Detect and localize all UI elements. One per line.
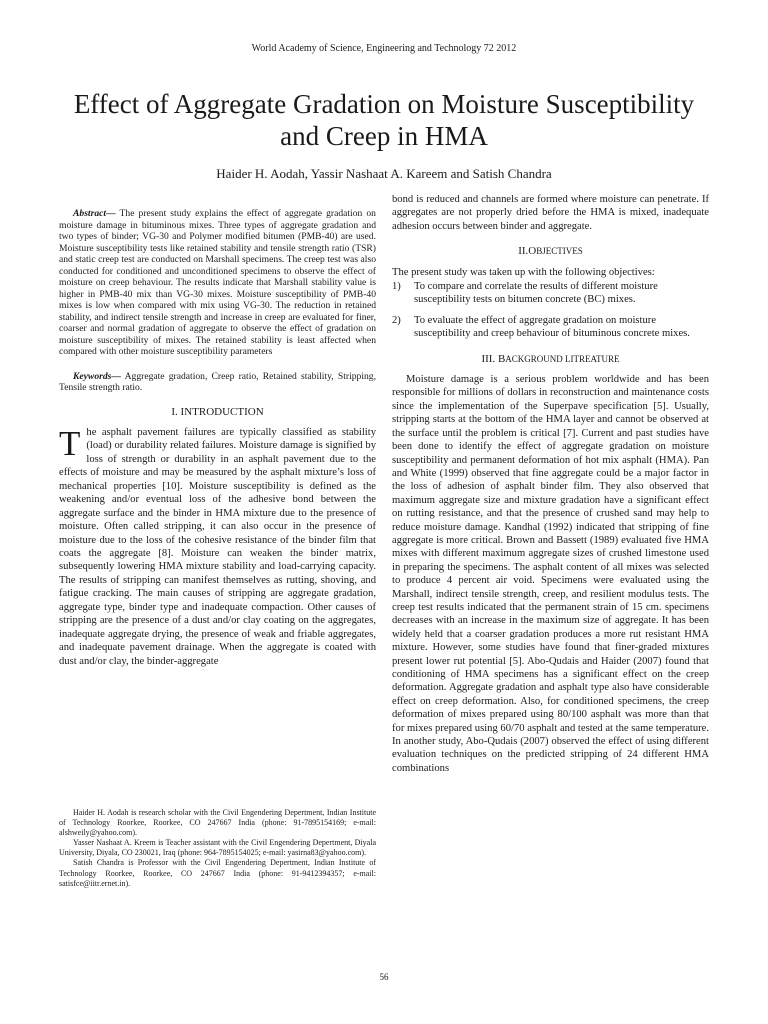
running-header: World Academy of Science, Engineering and Technology 72 2012: [251, 43, 517, 54]
section-heading-objectives: [392, 245, 709, 258]
author-footnotes: [59, 808, 376, 889]
continuation-paragraph: bond is reduced and channels are formed where moisture can penetrate. If aggregates are not properly dried before the HMA is mixed, inadequate adhesion occurs between binder and aggregate.: [392, 194, 709, 232]
section-title-rest: LITREATURE: [565, 353, 620, 364]
background-body: Moisture damage is a serious problem worldwide and has been responsible for millions of dollars in reconstruction and maintenance costs since the implementation of the Superpave specification [5]. Usually, stripping starts at the bottom of the HMA layer and cannot be observed at the surface until the problem is critical [7]. Current and past studies have been done to identify the effect of aggregate gradation on moisture susceptibility and permanent deformation of hot mix asphalt (HMA). Pan and White (1999) observed that fine aggregate could be a major factor in the loss of adhesion of asphalt binder film. They also observed that maximum aggregate size and mixture gradation have a significant effect on rutting resistance, and that the presence of crushed sand may help to reduce moisture damage. Kandhal (1992) indicated that stripping of fine aggregate is more critical. Brown and Bassett (1989) evaluated five HMA mixes with different maximum aggregate sizes of crushed limestone used in preparing the specimens. The asphalt content of all mixes was selected to produce 4 percent air void. Specimens were evaluated using the Marshall, indirect tensile strength, creep, and resilient modulus tests. The creep test results indicated that the permanent strain of 15 cm. specimens decreases with an increase in the maximum size of aggregate. It has been widely held that a coarser gradation produces a more rut resistant HMA mixture. However, some studies have found that finer-graded mixtures present lower rut potential [5]. Abo-Qudais and Haider (2007) found that conditioning of HMA specimens has a significant effect on the creep deformation. Aggregate gradation and asphalt type also have considerable effect on creep deformation. Also, for conditioned specimens, the creep deformation of mixes prepared using 80/100 asphalt was more than that for mixes prepared using 60/70 asphalt and tested at the same temperature. In another study, Abo-Qudais (2007) observed the effect of using different evaluation techniques on the predicted stripping of 24 different HMA combinations: [392, 374, 709, 774]
keywords: [59, 371, 376, 394]
abstract: [59, 208, 376, 358]
objectives-intro: The present study was taken up with the following objectives:: [392, 266, 655, 278]
objective-number: 2): [392, 314, 401, 326]
footnote: Yasser Nashaat A. Kreem is Teacher assistant with the Civil Engendering Depertment, Diyala University, Diyala, CO 230021, Iraq (phone: 964-7895154025; e-mail: yasirna83@yahoo.com).: [59, 838, 376, 858]
author-list: Haider H. Aodah, Yassir Nashaat A. Kareem and Satish Chandra: [216, 166, 552, 181]
footnote: Satish Chandra is Professor with the Civil Engendering Depertment, Indian Institute of Technology Roorkee, Roorkee, CO 247667 India (phone: 91-9412394357; e-mail: satisfce@iitr.ernet.in).: [59, 858, 376, 888]
section-number: II.: [518, 245, 529, 258]
objective-text: To evaluate the effect of aggregate gradation on moisture susceptibility and creep behaviour of bituminous concrete mixes.: [414, 314, 690, 340]
keywords-text: Aggregate gradation, Creep ratio, Retained stability, Stripping, Tensile strength ratio.: [59, 370, 376, 393]
section-title: INTRODUCTION: [180, 405, 264, 418]
keywords-label: Keywords: [73, 370, 112, 382]
section-number: III.: [481, 352, 496, 365]
introduction-body: [59, 423, 376, 668]
paper-title: Effect of Aggregate Gradation on Moisture Susceptibility and Creep in HMA: [73, 89, 695, 151]
section-number: I.: [171, 405, 178, 418]
footnote: Haider H. Aodah is research scholar with the Civil Engendering Depertment, Indian Institute of Technology Roorkee, Roorkee, CO 247667 India (phone: 91-7895154169; e-mail: alshweily@yahoo.com).: [59, 808, 376, 838]
objective-text: To compare and correlate the results of different moisture susceptibility tests on bitumen concrete (BC) mixes.: [414, 281, 658, 306]
page-number: 56: [379, 972, 389, 982]
section-title-rest: BJECTIVES: [536, 246, 583, 257]
section-title-cap: B: [497, 352, 506, 365]
keywords-dash: —: [111, 370, 121, 382]
left-column: [59, 208, 376, 668]
abstract-label: Abstract: [73, 208, 107, 219]
section-title-cap: O: [528, 245, 537, 258]
section-heading-background: [392, 353, 709, 366]
introduction-text: he asphalt pavement failures are typically classified as stability (load) or durability related failures. Moisture damage is signified by loss of strength or durability in an asphalt pavement due to the effects of moisture and may be measured by the asphalt mixture’s loss of mechanical properties [10]. Moisture susceptibility is defined as the weakening and/or eventual loss of the adhesive bond between the aggregate surface and the binder in HMA mixture due to the presence of moisture. Often called stripping, it can also occur in the presence of moisture due to the loss of the cohesive resistance of the binder film that coats the aggregate [8]. Moisture can weaken the binder matrix, subsequently lowering HMA mixture stability and load-carrying capacity. The results of stripping can manifest themselves as rutting, shoving, and fatigue cracking. The main causes of stripping are aggregate gradation, aggregate type, binder type and inadequate compaction. Other causes of stripping are the presence of a dust and/or clay coating on the aggregates, inadequate aggregate drying, the presence of weak and friable aggregates, and inadequate pavement drainage. When the aggregate is coated with dust and/or clay, the binder-aggregate: [59, 426, 376, 667]
section-title-rest: ACKGROUND: [505, 353, 566, 364]
abstract-dash: —: [106, 208, 116, 219]
objective-item: [392, 314, 709, 341]
right-column: [392, 193, 709, 775]
abstract-text: The present study explains the effect of aggregate gradation on moisture damage in bituminous mixes. Three types of aggregate gradation and two types of binder; VG-30 and Polymer modified bitumen (PMB-40) are used. Moisture susceptibility tests like retained stability and tensile strength ratio (TSR) and static creep test are conducted on Marshall specimens. The creep test was also conducted for conditioned and unconditioned specimens to observe the effect of moisture on creep behaviour. The results indicate that Marshall stability value is higher in PMB-40 mix than VG-30 mixes. Moisture susceptibility of PMB-40 mixes is low when compared with mix using VG-30. The reduction in retained stability, and indirect tensile strength and increase in creep are evaluated for finer, coarser and normal gradation of aggregate to observe the effect of gradation on moisture susceptibility of mixes. The retained stability is least affected when compared with other moisture susceptibility parameters: [59, 208, 376, 357]
drop-cap: T: [59, 423, 81, 463]
objective-item: [392, 280, 709, 307]
objective-number: 1): [392, 281, 401, 293]
section-heading-introduction: [59, 406, 376, 419]
